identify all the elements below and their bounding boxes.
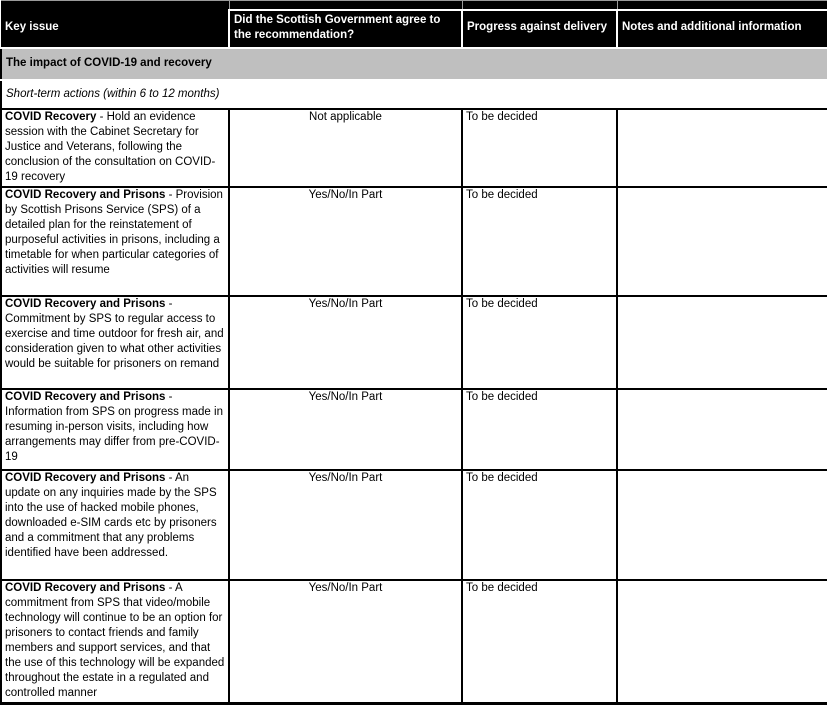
agreement-cell: Yes/No/In Part [229,470,462,580]
table-row [1,580,827,704]
table-row [1,187,827,296]
key-issue-title: COVID Recovery and Prisons [5,390,166,403]
notes-cell [617,296,827,389]
table-row [1,296,827,389]
agreement-cell: Not applicable [229,109,462,187]
table-body [1,1,827,704]
spacer-cell [462,1,617,10]
key-issue-title: COVID Recovery [5,110,97,123]
notes-cell [617,109,827,187]
table-row [1,109,827,187]
key-issue-title: COVID Recovery and Prisons [5,471,166,484]
progress-cell: To be decided [462,109,617,187]
notes-cell [617,580,827,704]
key-issue-cell [1,187,229,296]
progress-cell: To be decided [462,296,617,389]
spacer-cell [229,1,462,10]
column-header-key-issue: Key issue [1,10,229,48]
spacer-cell [617,1,827,10]
spacer-cell [1,1,229,10]
key-issue-description: - An update on any inquiries made by the SPS into the use of hacked mobile phones, downloaded e-SIM cards etc by prisoners and a commitment that any problems identified have been addressed. [5,471,217,559]
notes-cell [617,389,827,470]
column-header-notes: Notes and additional information [617,10,827,48]
key-issue-description: - Information from SPS on progress made in resuming in-person visits, including how arrangements may differ from pre-COVID-19 [5,390,223,463]
progress-cell: To be decided [462,470,617,580]
notes-cell [617,187,827,296]
key-issue-title: COVID Recovery and Prisons [5,581,166,594]
subsection-header-row [1,80,827,109]
key-issue-cell [1,389,229,470]
agreement-cell: Yes/No/In Part [229,580,462,704]
key-issue-description: - Hold an evidence session with the Cabinet Secretary for Justice and Veterans, following the conclusion of the consultation on COVID-19 recovery [5,110,216,183]
key-issue-description: - A commitment from SPS that video/mobile technology will continue to be an option for prisoners to contact friends and family members and support services, and that the use of this technology will be expanded throughout the estate in a regulated and controlled manner [5,581,225,699]
agreement-cell: Yes/No/In Part [229,187,462,296]
key-issue-cell [1,296,229,389]
key-issue-description: - Provision by Scottish Prisons Service (SPS) of a detailed plan for the reinstatement of purposeful activities in prisons, including a timetable for when particular categories of activities will resume [5,188,223,276]
agreement-cell: Yes/No/In Part [229,389,462,470]
table-row [1,389,827,470]
table-row [1,470,827,580]
spacer-row [1,1,827,10]
progress-cell: To be decided [462,187,617,296]
notes-cell [617,470,827,580]
key-issue-cell [1,109,229,187]
key-issue-cell [1,580,229,704]
column-header-agreement: Did the Scottish Government agree to the recommendation? [229,10,462,48]
agreement-cell: Yes/No/In Part [229,296,462,389]
key-issue-title: COVID Recovery and Prisons [5,188,166,201]
subsection-header: Short-term actions (within 6 to 12 months) [1,80,827,109]
progress-cell: To be decided [462,389,617,470]
key-issue-description: - Commitment by SPS to regular access to exercise and time outdoor for fresh air, and consideration given to what other activities would be suitable for prisoners on remand [5,297,224,370]
key-issue-cell [1,470,229,580]
table-header-row [1,10,827,48]
section-header-row [1,48,827,80]
key-issue-title: COVID Recovery and Prisons [5,297,166,310]
section-header: The impact of COVID-19 and recovery [1,48,827,80]
column-header-progress: Progress against delivery [462,10,617,48]
progress-cell: To be decided [462,580,617,704]
